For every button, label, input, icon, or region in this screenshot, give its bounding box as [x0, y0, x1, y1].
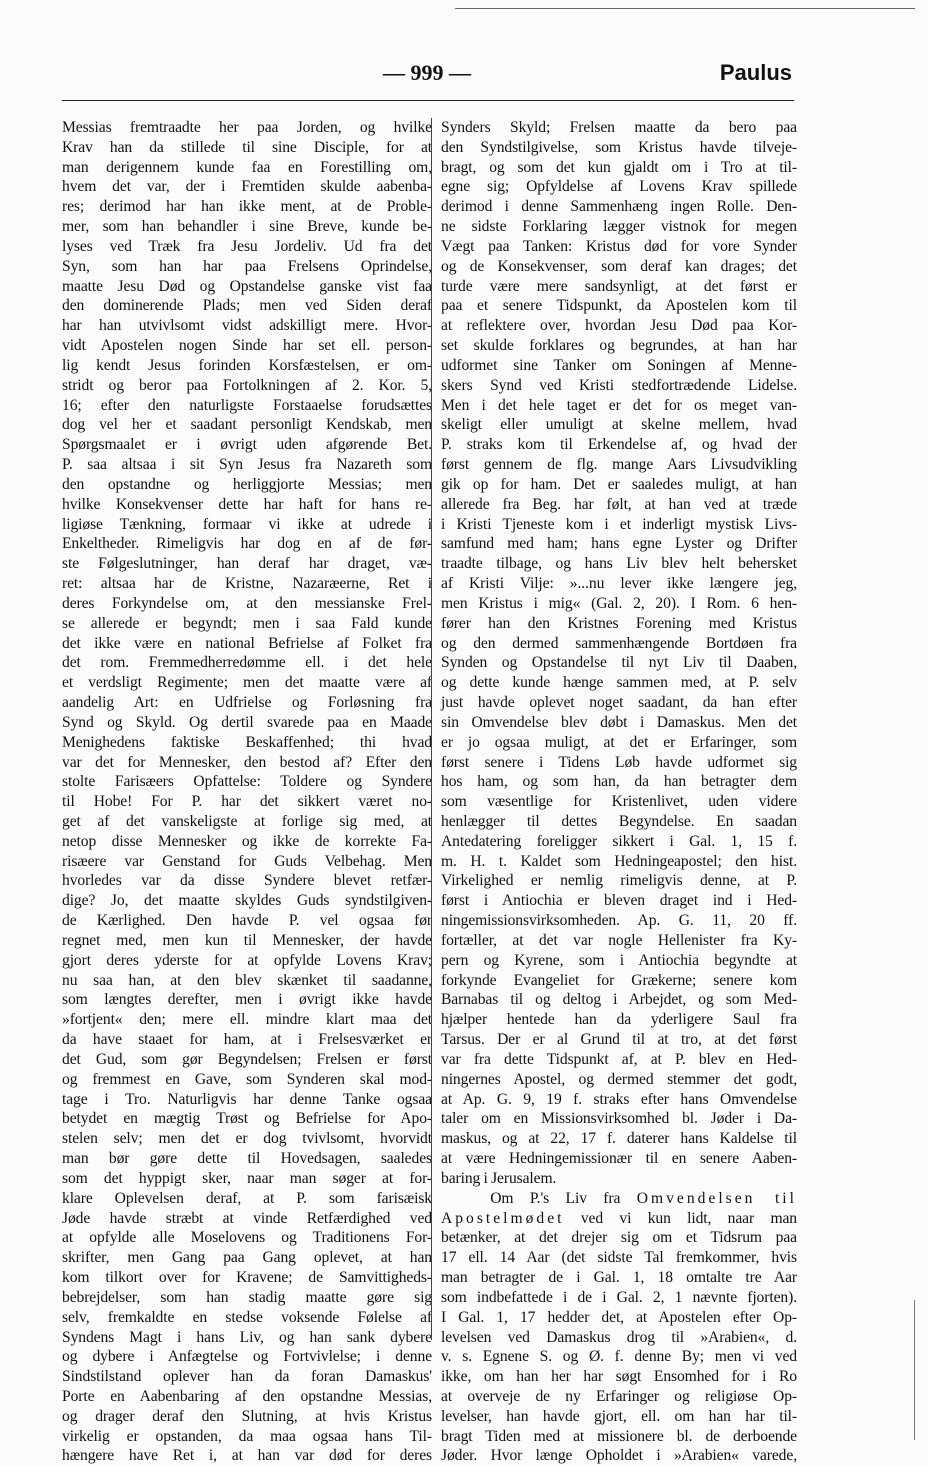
text-line: ningernes Apostel, og dermed stemmer det godt,	[441, 1070, 797, 1088]
text-line: Syndens Magt i hans Liv, og han sank dybere	[62, 1328, 432, 1346]
text-line: ret: altsaa har de Kristne, Nazaræerne, Ret i	[62, 575, 432, 593]
text-line: dige? Jo, det maatte skyldes Guds syndstilgiven-	[62, 892, 432, 910]
text-line: »fortjent« den; mere ell. mindre klart maa det	[62, 1011, 432, 1029]
text-line: forkynde Evangeliet for Grækerne; senere kom	[441, 971, 797, 989]
text-line: Vægt paa Tanken: Kristus død for vore Synder	[441, 237, 797, 255]
text-line: hjælper hentede han da yderligere Saul fra	[441, 1011, 797, 1029]
text-line: at Ap. G. 9, 19 f. straks efter hans Omvendelse	[441, 1090, 797, 1108]
text-line: Synd og Skyld. Og dertil svarede paa en Maade	[62, 713, 432, 731]
text-line: get af det vanskeligste at forlige sig med, at	[62, 812, 432, 830]
text-line: levelsen ved Damaskus drog til »Arabien«, d.	[441, 1328, 797, 1346]
text-line: Sindstilstand oplever han da foran Damaskus'	[62, 1368, 432, 1386]
text-line: Tarsus. Der er al Grund til at tro, at det først	[441, 1031, 797, 1049]
text-line: at overveje de ny Erfaringer og religiøse Op-	[441, 1388, 797, 1405]
text-line: Spørgsmaalet er i øvrigt uden afgørende Bet.	[62, 436, 432, 454]
text-line: just havde oplevet noget saadant, da han efter	[441, 694, 797, 712]
text-line: fortæller, at det var nogle Hellenister fra Ky-	[441, 931, 797, 949]
text-line: det ikke være en national Befrielse af Folket fra	[62, 634, 432, 652]
text-line: hvorledes var da disse Syndere blevet retfær-	[62, 872, 432, 890]
text-line: og dette kunde hænge sammen med, at P. selv	[441, 674, 797, 692]
text-line: til Hobe! For P. har det sikkert været no-	[62, 793, 432, 811]
text-line: Men i det hele taget er det for os meget van-	[441, 396, 797, 414]
text-line: skers Synd ved Kristi stedfortrædende Lidelse.	[441, 376, 797, 394]
text-line: P. straks kom til Erkendelse af, og hvad der	[441, 436, 797, 454]
text-line: stelen selv; men det er dog tvivlsomt, hvorvidt	[62, 1130, 432, 1148]
text-line: det rom. Fremmedherredømme ell. i det hele	[62, 654, 432, 672]
text-line: Barnabas til og deltog i Arbejdet, og som Med-	[441, 991, 797, 1009]
text-line: betydet en mægtig Trøst og Befrielse for Apo-	[62, 1110, 432, 1128]
text-line: stridt og beror paa Fortolkningen af 2. Kor. 5,	[62, 376, 432, 394]
text-line: og drager deraf den Slutning, at hvis Kristus	[62, 1407, 432, 1425]
text-line: at opfylde alle Moselovens og Traditionens For-	[62, 1229, 432, 1247]
text-line: den opstandne og herliggjorte Messias; men	[62, 475, 432, 493]
text-line: derimod i denne Sammenhæng ingen Rolle. Den-	[441, 198, 797, 216]
text-line: skeligt eller umuligt at skelne mellem, hvad	[441, 416, 797, 434]
text-line: Porte en Aabenbaring af den opstandne Messias,	[62, 1388, 432, 1405]
text-line: bragt Tiden med at missionere bl. de derboende	[441, 1427, 797, 1445]
text-line: tage i Tro. Naturligvis har denne Tanke ogsaa	[62, 1090, 432, 1108]
text-line: betænker, at det drejer sig om et Tidsrum paa	[441, 1229, 797, 1247]
text-line: var fra dette Tidspunkt af, at P. blev en Hed-	[441, 1050, 797, 1068]
text-line: hvem det var, der i Fremtiden skulde aabenba-	[62, 178, 432, 196]
text-line: Enkeltheder. Rimeligvis har dog en af de før-	[62, 535, 432, 553]
text-line: baring i Jerusalem.	[441, 1169, 557, 1187]
text-line: set skulde forklares og begrundes, at han har	[441, 337, 797, 355]
text-line: vidt Apostelen nogen Sinde har set ell. person-	[62, 337, 432, 355]
text-line: et verdsligt Regimente; men det maatte være af	[62, 674, 432, 692]
text-line: lig kendt Jesus forinden Korsfæstelsen, er om-	[62, 356, 432, 374]
paragraph-2-spaced-phrase: Omvendelsen til	[636, 1189, 797, 1207]
text-line: virkelig er opstanden, da maa ogsaa hans Til-	[62, 1427, 432, 1445]
text-line: deres Forkyndelse om, at den messianske Frel-	[62, 594, 432, 612]
text-line: ne sidste Forklaring lægger vistnok for megen	[441, 218, 797, 236]
text-line: men Kristus i mig« (Gal. 2, 20). I Rom. 6 hen-	[441, 594, 797, 612]
page-header	[62, 60, 792, 96]
text-line: Synden og Opstandelse til nyt Liv til Daaben,	[441, 654, 797, 672]
text-line: stolte Farisæers Opfattelse: Toldere og Syndere	[62, 773, 432, 791]
text-line: af Kristi Vilje: »...nu lever ikke længere jeg,	[441, 575, 797, 593]
text-line: Jøder. Hvor længe Opholdet i »Arabien« varede,	[441, 1447, 797, 1465]
paragraph-2-lead: Om P.'s Liv fra	[490, 1189, 621, 1207]
text-line: var det for Mennesker, den bestod af? Efter den	[62, 753, 432, 771]
text-line: netop disse Mennesker og ikke de korrekte Fa-	[62, 832, 432, 850]
text-line: taler om en Missionsvirksomhed bl. Jøder i Da-	[441, 1110, 797, 1128]
text-line: lyses ved Træk fra Jesu Jordeliv. Ud fra det	[62, 237, 432, 255]
text-line: I Gal. 1, 17 hedder det, at Apostelen efter Op-	[441, 1308, 797, 1326]
text-line: først i Antiochia er bleven draget ind i Hed-	[441, 892, 797, 910]
text-line: levelser, han havde gjort, ell. om han har til-	[441, 1407, 797, 1425]
text-line: 17 ell. 14 Aar (det sidste Tal fremkommer, hvis	[441, 1249, 797, 1267]
text-line: og de Konsekvenser, som deraf kan drages; det	[441, 257, 797, 275]
text-line: v. s. Egnene S. og Ø. f. denne By; men vi ved	[441, 1348, 797, 1366]
text-line: Messias fremtraadte her paa Jorden, og hvilke	[62, 119, 432, 136]
text-line: da have staaet for ham, at i Frelsesværket er	[62, 1031, 432, 1049]
text-line: Antedatering foreligger sikkert i Gal. 1, 15 f.	[441, 832, 797, 850]
text-line: først gennem de flg. mange Aars Livsudvikling	[441, 456, 797, 474]
text-line: at reflektere over, hvordan Jesu Død paa Kor-	[441, 317, 797, 335]
paragraph-2-second-line	[441, 1209, 797, 1229]
text-line: egne sig; Opfyldelse af Lovens Krav spillede	[441, 178, 797, 196]
text-line: skrifter, men Gang paa Gang oplevet, at han	[62, 1249, 432, 1267]
right-column-paragraph-2	[441, 1228, 797, 1466]
text-line: klare Oplevelsen deraf, at P. som farisæisk	[62, 1189, 432, 1207]
text-line: den dominerende Plads; men ved Siden deraf	[62, 297, 432, 315]
right-edge-rule	[914, 1300, 915, 1440]
text-line: ningemissionsvirksomheden. Ap. G. 11, 20 ff.	[441, 912, 797, 930]
running-title: Paulus	[719, 60, 792, 85]
column-divider	[431, 118, 432, 1340]
text-line: ligiøse Tænkning, formaar vi ikke at udrede i	[62, 515, 432, 533]
text-line: sin Omvendelse blev døbt i Damaskus. Men det	[441, 713, 797, 731]
text-line: maatte Jesu Død og Opstandelse ganske vist faa	[62, 277, 432, 295]
text-line: at være Hedningemissionær til en senere Aaben-	[441, 1150, 797, 1168]
text-line: se allerede er begyndt; men i saa Fald kunde	[62, 614, 432, 632]
text-line: har han utvivlsomt vidst adskilligt mere. Hvor-	[62, 317, 432, 335]
text-line: som indbefattede i de i Gal. 2, 1 nævnte fjorten).	[441, 1288, 797, 1306]
text-line: mer, som han behandler i sine Breve, kunde be-	[62, 218, 432, 236]
text-line: P. saa altsaa i sit Syn Jesus fra Nazareth som	[62, 456, 432, 474]
text-line: de Kærlighed. Den havde P. vel ogsaa før	[62, 912, 432, 930]
text-line: som væsentlige for Kristenlivet, uden videre	[441, 793, 797, 811]
text-line: ste Følgeslutninger, han deraf har draget, væ-	[62, 555, 432, 573]
text-line: hos ham, og som han, da han betragter dem	[441, 773, 797, 791]
text-line: dog vel her et saadant personligt Kendskab, men	[62, 416, 432, 434]
text-line: som længtes derefter, men i øvrigt ikke havde	[62, 991, 432, 1009]
page-number: — 999 —	[383, 60, 471, 85]
text-line: allerede fra Beg. har følt, at han ved at træde	[441, 495, 797, 513]
text-line: fører han den Kristnes Forening med Kristus	[441, 614, 797, 632]
text-line: res; derimod har han ikke ment, at de Proble-	[62, 198, 432, 216]
text-line: Jøde havde stræbt at vinde Retfærdighed ved	[62, 1209, 432, 1227]
text-line: som det hyppigt sker, naar man søger at for-	[62, 1169, 432, 1187]
paragraph-2-first-line	[441, 1189, 797, 1209]
text-line: bebrejdelser, som han stadig maatte gøre sig	[62, 1288, 432, 1306]
text-line: først senere i Tidens Løb havde udformet sig	[441, 753, 797, 771]
text-line: regnet med, men kun til Mennesker, der havde	[62, 931, 432, 949]
text-line: man derigennem kunde faa en Forestilling om,	[62, 158, 432, 176]
text-line: paa et senere Tidspunkt, da Apostelen kom til	[441, 297, 797, 315]
right-column	[441, 118, 797, 1466]
text-line: aandelig Art: en Udfrielse og Forløsning fra	[62, 694, 432, 712]
text-line: man betragter de i Gal. 1, 18 omtalte tre Aar	[441, 1269, 797, 1287]
text-line: den Syndstilgivelse, som Kristus havde tilveje-	[441, 138, 797, 156]
right-column-paragraph-1	[441, 118, 797, 1189]
text-line: ikke, om han her har søgt Ensomhed for i Ro	[441, 1368, 797, 1386]
text-line: det Gud, som gør Begyndelsen; Frelsen er først	[62, 1050, 432, 1068]
top-edge-rule	[455, 8, 915, 9]
text-line: bragt, og som det kun gjaldt om i Tro at til-	[441, 158, 797, 176]
text-line: henlægger til dettes Begyndelse. En saadan	[441, 812, 797, 830]
text-line: og fremmest en Gave, som Synderen skal mod-	[62, 1070, 432, 1088]
text-line: Virkelighed er nemlig rimeligvis denne, at P.	[441, 872, 797, 890]
text-line: nu saa han, at den blev skænket til saadanne,	[62, 971, 432, 989]
text-line: og dybere i Anfægtelse og Fortvivlelse; i denne	[62, 1348, 432, 1366]
text-line: Synders Skyld; Frelsen maatte da bero paa	[441, 119, 797, 136]
text-line: samfund med ham; hans egne Lyster og Drifter	[441, 535, 797, 553]
text-line: 16; efter den naturligste Forstaaelse forudsættes	[62, 396, 432, 414]
text-line: i Kristi Tjeneste kom i et inderligt mystisk Livs-	[441, 515, 797, 533]
text-line: risæere var Genstand for Guds Velbehag. Men	[62, 852, 432, 870]
header-rule	[62, 100, 794, 101]
text-line: og den dermed sammenhængende Bortdøen fra	[441, 634, 797, 652]
text-line: selv, fremkaldte en stedse voksende Følelse af	[62, 1308, 432, 1326]
text-line: Menighedens faktiske Beskaffenhed; thi hvad	[62, 733, 432, 751]
text-line: maskus, og at 22, 17 f. daterer hans Kaldelse til	[441, 1130, 797, 1148]
text-line: Syn, som han har paa Frelsens Oprindelse,	[62, 257, 432, 275]
text-line: hvilke Konsekvenser dette har haft for hans re-	[62, 495, 432, 513]
paragraph-2-continuation: ved vi kun lidt, naar man	[580, 1209, 797, 1227]
text-line: man bør gøre dette til Hovedsagen, saaledes	[62, 1150, 432, 1168]
text-line: hængere have Ret i, at han var død for deres	[62, 1447, 432, 1465]
text-line: kom tilkort over for Kravene; de Samvittigheds-	[62, 1269, 432, 1287]
text-line: er jo ogsaa muligt, at det er Erfaringer, som	[441, 733, 797, 751]
text-line: pern og Kyrene, som i Antiochia begyndte at	[441, 951, 797, 969]
text-line: m. H. t. Kaldet som Hedningeapostel; den hist.	[441, 852, 797, 870]
text-line: turde være mere sandsynligt, at det først er	[441, 277, 797, 295]
text-line: Krav han da stillede til sine Disciple, for at	[62, 138, 432, 156]
left-column	[62, 118, 432, 1466]
text-line: traadte tilbage, og hans Liv blev helt behersket	[441, 555, 797, 573]
text-line: udformet sine Tanker om Soningen af Menne-	[441, 356, 797, 374]
paragraph-2-spaced-phrase-2: Apostelmødet	[441, 1209, 565, 1227]
text-line: gik op for ham. Det er saaledes muligt, at han	[441, 475, 797, 493]
text-line: gjort deres yderste for at opfylde Lovens Krav;	[62, 951, 432, 969]
